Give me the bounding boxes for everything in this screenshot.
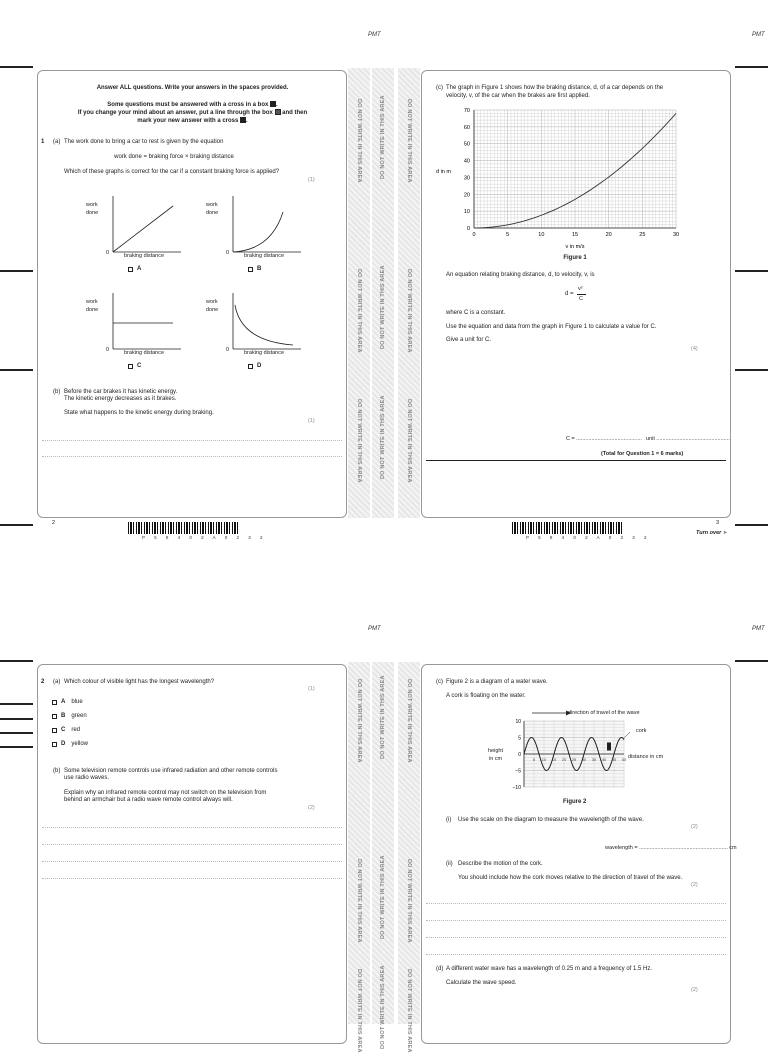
y-tick-label: 10	[464, 209, 470, 215]
choice-letter: D	[61, 741, 65, 747]
marks: (1)	[308, 177, 315, 183]
marks: (2)	[691, 987, 698, 993]
do-not-write-label: DO NOT WRITE IN THIS AREA	[356, 99, 362, 179]
do-not-write-label: DO NOT WRITE IN THIS AREA	[356, 969, 362, 1049]
marks: (1)	[308, 686, 315, 692]
part-label: (b)	[53, 388, 60, 396]
do-not-write-label: DO NOT WRITE IN THIS AREA	[380, 399, 386, 479]
option-a[interactable]	[128, 266, 147, 272]
option-letter: A	[137, 266, 141, 272]
y-tick-label: −10	[513, 785, 522, 791]
y-tick-label: −5	[515, 769, 521, 775]
x-tick-label: 0	[472, 232, 475, 238]
do-not-write-label: DO NOT WRITE IN THIS AREA	[356, 269, 362, 349]
answer-unit[interactable]: unit ................................................	[646, 436, 730, 443]
instructions-line-3	[40, 109, 345, 117]
y-tick-label: 40	[464, 159, 470, 165]
option-graph-a	[86, 196, 196, 276]
option-b[interactable]	[248, 266, 267, 272]
question-text: A different water wave has a wavelength of 0.25 m and a frequency of 1.5 Hz.	[446, 965, 652, 973]
question-text: behind an armchair but a radio wave remote control always will.	[64, 796, 233, 804]
x-tick-label: 45	[612, 757, 617, 762]
pmt-tag: PMT	[368, 626, 381, 632]
graph-line	[233, 212, 283, 252]
y-tick-label: 10	[515, 719, 521, 725]
struck-box-icon	[275, 109, 281, 115]
do-not-write-label: DO NOT WRITE IN THIS AREA	[406, 99, 412, 179]
registration-mark	[735, 524, 768, 526]
marks: (2)	[691, 882, 698, 888]
x-tick-label: 15	[552, 757, 557, 762]
question-text: Figure 2 is a diagram of a water wave.	[446, 678, 548, 686]
registration-mark	[0, 746, 33, 748]
graph-origin: 0	[226, 347, 229, 354]
graph-origin: 0	[106, 250, 109, 257]
option-graph-b	[206, 196, 316, 276]
choice-text: green	[71, 713, 86, 719]
turn-over-text: Turn over	[696, 530, 721, 536]
turn-over-label	[696, 530, 728, 537]
page-number: 2	[52, 520, 55, 527]
question-text: The work done to bring a car to rest is given by the equation	[64, 138, 223, 146]
part-label: (a)	[53, 678, 60, 686]
option-d[interactable]	[248, 363, 267, 369]
checkbox[interactable]	[128, 267, 133, 272]
equation-lhs: d =	[565, 290, 574, 298]
registration-mark	[0, 718, 33, 720]
figure-1-chart	[430, 102, 690, 262]
instructions-text: Some questions must be answered with a cross in a box	[107, 102, 268, 108]
x-tick-label: 25	[639, 232, 645, 238]
pmt-tag: PMT	[752, 32, 765, 38]
x-tick-label: 40	[602, 757, 607, 762]
answer-line[interactable]	[426, 920, 726, 921]
figure-2-diagram	[480, 705, 680, 795]
y-tick-label: 20	[464, 192, 470, 198]
graph-y-label: work	[86, 299, 98, 306]
option-graph-plot	[231, 196, 331, 256]
graph-line	[113, 206, 173, 252]
answer-line[interactable]	[42, 456, 342, 457]
question-text: The graph in Figure 1 shows how the braking distance, d, of a car depends on the	[446, 84, 663, 92]
part-label: (a)	[53, 138, 60, 146]
registration-mark	[735, 66, 768, 68]
part-label: (b)	[53, 767, 60, 775]
graph-y-label: work	[206, 299, 218, 306]
graph-y-label: work	[86, 202, 98, 209]
figure-caption: Figure 1	[555, 254, 595, 262]
question-text: Describe the motion of the cork.	[458, 860, 543, 868]
marks: (1)	[308, 418, 315, 424]
do-not-write-label: DO NOT WRITE IN THIS AREA	[380, 269, 386, 349]
do-not-write-label: DO NOT WRITE IN THIS AREA	[356, 679, 362, 759]
y-tick-label: 50	[464, 142, 470, 148]
pmt-tag: PMT	[752, 626, 765, 632]
y-tick-label: 0	[518, 752, 521, 758]
equation-numerator: v²	[578, 286, 583, 293]
answer-line[interactable]	[426, 954, 726, 955]
cork-pointer	[624, 732, 630, 738]
wavelength-answer[interactable]: wavelength = .......................................................... cm	[605, 845, 737, 852]
choice-text: red	[71, 727, 80, 733]
graph-x-label: braking distance	[124, 350, 164, 357]
registration-mark	[0, 732, 33, 734]
question-text: where C is a constant.	[446, 309, 505, 317]
choice-text: yellow	[71, 741, 88, 747]
height-unit-label: in cm	[489, 756, 502, 763]
checkbox[interactable]	[52, 714, 57, 719]
marks: (2)	[691, 824, 698, 830]
x-tick-label: 15	[572, 232, 578, 238]
x-axis-label: v in m/s	[566, 244, 585, 250]
do-not-write-label: DO NOT WRITE IN THIS AREA	[406, 269, 412, 349]
question-text: velocity, v, of the car when the brakes are first applied.	[446, 92, 590, 100]
graph-y-label: work	[206, 202, 218, 209]
question-text: Use the scale on the diagram to measure the wavelength of the wave.	[458, 816, 644, 824]
graph-line	[235, 305, 293, 345]
part-label: (c)	[436, 84, 443, 92]
question-text: Which colour of visible light has the longest wavelength?	[64, 678, 214, 686]
equation: work done = braking force × braking distance	[64, 153, 284, 161]
checkbox[interactable]	[128, 364, 133, 369]
cork-label: cork	[636, 728, 646, 735]
x-tick-label: 50	[622, 757, 627, 762]
height-label: height	[488, 748, 503, 755]
y-tick-label: 60	[464, 125, 470, 131]
question-text: You should include how the cork moves relative to the direction of travel of the wave.	[458, 874, 682, 882]
part-label: (d)	[436, 965, 443, 973]
x-tick-label: 20	[562, 757, 567, 762]
x-tick-label: 10	[542, 757, 547, 762]
page-4-sheet	[37, 664, 347, 1044]
page-number: 3	[716, 520, 719, 527]
do-not-write-label: DO NOT WRITE IN THIS AREA	[406, 969, 412, 1049]
option-graph-plot	[231, 293, 331, 353]
choice-b[interactable]	[52, 713, 87, 719]
distance-label: distance in cm	[628, 754, 663, 761]
x-tick-label: 20	[606, 232, 612, 238]
part-label: (i)	[446, 816, 451, 824]
choice-text: blue	[71, 699, 82, 705]
question-number: 2	[41, 678, 44, 686]
do-not-write-label: DO NOT WRITE IN THIS AREA	[380, 969, 386, 1049]
marks: (4)	[691, 346, 698, 352]
registration-mark	[0, 703, 33, 705]
instructions-text: and then	[282, 110, 307, 116]
do-not-write-label: DO NOT WRITE IN THIS AREA	[406, 859, 412, 939]
answer-c[interactable]: C = ...........................................	[566, 436, 642, 443]
do-not-write-label: DO NOT WRITE IN THIS AREA	[380, 99, 386, 179]
choice-letter: C	[61, 727, 65, 733]
x-tick-label: 5	[533, 757, 536, 762]
question-text: Some television remote controls use infrared radiation and other remote controls	[64, 767, 277, 775]
do-not-write-label: DO NOT WRITE IN THIS AREA	[406, 399, 412, 479]
y-tick-label: 70	[464, 108, 470, 114]
barcode-text: P 5 8 4 0 2 A 0 3 3 2	[526, 535, 650, 540]
question-text: The kinetic energy decreases as it brakes.	[64, 395, 176, 403]
graph-y-label: done	[206, 210, 218, 217]
part-label: (c)	[436, 678, 443, 686]
checkbox[interactable]	[248, 364, 253, 369]
question-number: 1	[41, 138, 44, 146]
option-graph-c	[86, 293, 196, 373]
choice-d[interactable]	[52, 741, 88, 747]
answer-line[interactable]	[42, 878, 342, 879]
marks: (2)	[308, 805, 315, 811]
x-tick-label: 5	[506, 232, 509, 238]
question-text: Calculate the wave speed.	[446, 979, 516, 987]
choice-c[interactable]	[52, 727, 80, 733]
checkbox[interactable]	[52, 742, 57, 747]
question-total: (Total for Question 1 = 6 marks)	[601, 451, 683, 458]
arrow-right-icon: ►	[723, 530, 728, 536]
graph-y-label: done	[86, 210, 98, 217]
x-tick-label: 10	[538, 232, 544, 238]
choice-a[interactable]	[52, 699, 83, 705]
option-graph-plot	[111, 293, 211, 353]
figure-caption: Figure 2	[563, 798, 586, 806]
pmt-tag: PMT	[368, 32, 381, 38]
instructions-text: mark your new answer with a cross	[137, 118, 238, 124]
registration-mark	[0, 524, 33, 526]
crossed-box-icon	[270, 101, 276, 107]
graph-x-label: braking distance	[124, 253, 164, 260]
do-not-write-label: DO NOT WRITE IN THIS AREA	[380, 859, 386, 939]
registration-mark	[735, 369, 768, 371]
x-tick-label: 30	[582, 757, 587, 762]
option-letter: B	[257, 266, 261, 272]
instructions-line-2: Some questions must be answered with a cross in a box .	[40, 101, 345, 109]
y-tick-label: 0	[467, 226, 470, 232]
crossed-box-icon	[240, 117, 246, 123]
answer-line[interactable]	[42, 440, 342, 441]
checkbox[interactable]	[52, 728, 57, 733]
y-tick-label: 30	[464, 175, 470, 181]
answer-line[interactable]	[426, 937, 726, 938]
registration-mark	[735, 660, 768, 662]
cork-icon	[607, 742, 611, 750]
question-text: A cork is floating on the water.	[446, 692, 526, 700]
graph-origin: 0	[226, 250, 229, 257]
question-text: Give a unit for C.	[446, 336, 491, 344]
do-not-write-label: DO NOT WRITE IN THIS AREA	[356, 399, 362, 479]
question-text: Before the car brakes it has kinetic energy.	[64, 388, 177, 396]
x-tick-label: 25	[572, 757, 577, 762]
registration-mark	[0, 660, 33, 662]
answer-line[interactable]	[42, 861, 342, 862]
barcode-text: P 5 8 4 0 2 A 0 2 3 2	[142, 535, 266, 540]
y-tick-label: 5	[518, 736, 521, 742]
do-not-write-label: DO NOT WRITE IN THIS AREA	[380, 679, 386, 759]
do-not-write-label: DO NOT WRITE IN THIS AREA	[406, 679, 412, 759]
choice-letter: A	[61, 699, 65, 705]
registration-mark	[735, 270, 768, 272]
barcode	[512, 522, 624, 534]
graph-y-label: done	[86, 307, 98, 314]
registration-mark	[0, 270, 33, 272]
instructions-text: If you change your mind about an answer, put a line through the box	[78, 110, 273, 116]
option-letter: C	[137, 363, 141, 369]
x-tick-label: 30	[673, 232, 679, 238]
graph-x-label: braking distance	[244, 350, 284, 357]
graph-x-label: braking distance	[244, 253, 284, 260]
instructions-line-4: mark your new answer with a cross .	[40, 117, 345, 125]
graph-y-label: done	[206, 307, 218, 314]
fraction-bar	[577, 294, 586, 295]
x-tick-label: 35	[592, 757, 597, 762]
choice-letter: B	[61, 713, 65, 719]
barcode	[128, 522, 240, 534]
question-text: State what happens to the kinetic energy during braking.	[64, 409, 214, 417]
do-not-write-label: DO NOT WRITE IN THIS AREA	[356, 859, 362, 939]
option-letter: D	[257, 363, 261, 369]
question-text: Which of these graphs is correct for the car if a constant braking force is applied?	[64, 168, 279, 176]
option-c[interactable]	[128, 363, 147, 369]
answer-line[interactable]	[426, 903, 726, 904]
part-label: (ii)	[446, 860, 453, 868]
option-graph-d	[206, 293, 316, 373]
graph-origin: 0	[106, 347, 109, 354]
y-axis-label: d in m	[436, 169, 451, 175]
checkbox[interactable]	[248, 267, 253, 272]
question-text: use radio waves.	[64, 774, 109, 782]
total-divider	[426, 460, 726, 461]
equation-denominator: C	[579, 296, 583, 303]
question-text: Explain why an infrared remote control may not switch on the television from	[64, 789, 266, 797]
instructions-line-1: Answer ALL questions. Write your answers in the spaces provided.	[40, 84, 345, 92]
question-text: Use the equation and data from the graph in Figure 1 to calculate a value for C.	[446, 323, 656, 331]
registration-mark	[0, 369, 33, 371]
answer-line[interactable]	[42, 827, 342, 828]
direction-label: direction of travel of the wave	[568, 710, 640, 717]
checkbox[interactable]	[52, 700, 57, 705]
answer-line[interactable]	[42, 844, 342, 845]
option-graph-plot	[111, 196, 211, 256]
question-text: An equation relating braking distance, d, to velocity, v, is	[446, 271, 595, 279]
registration-mark	[0, 66, 33, 68]
